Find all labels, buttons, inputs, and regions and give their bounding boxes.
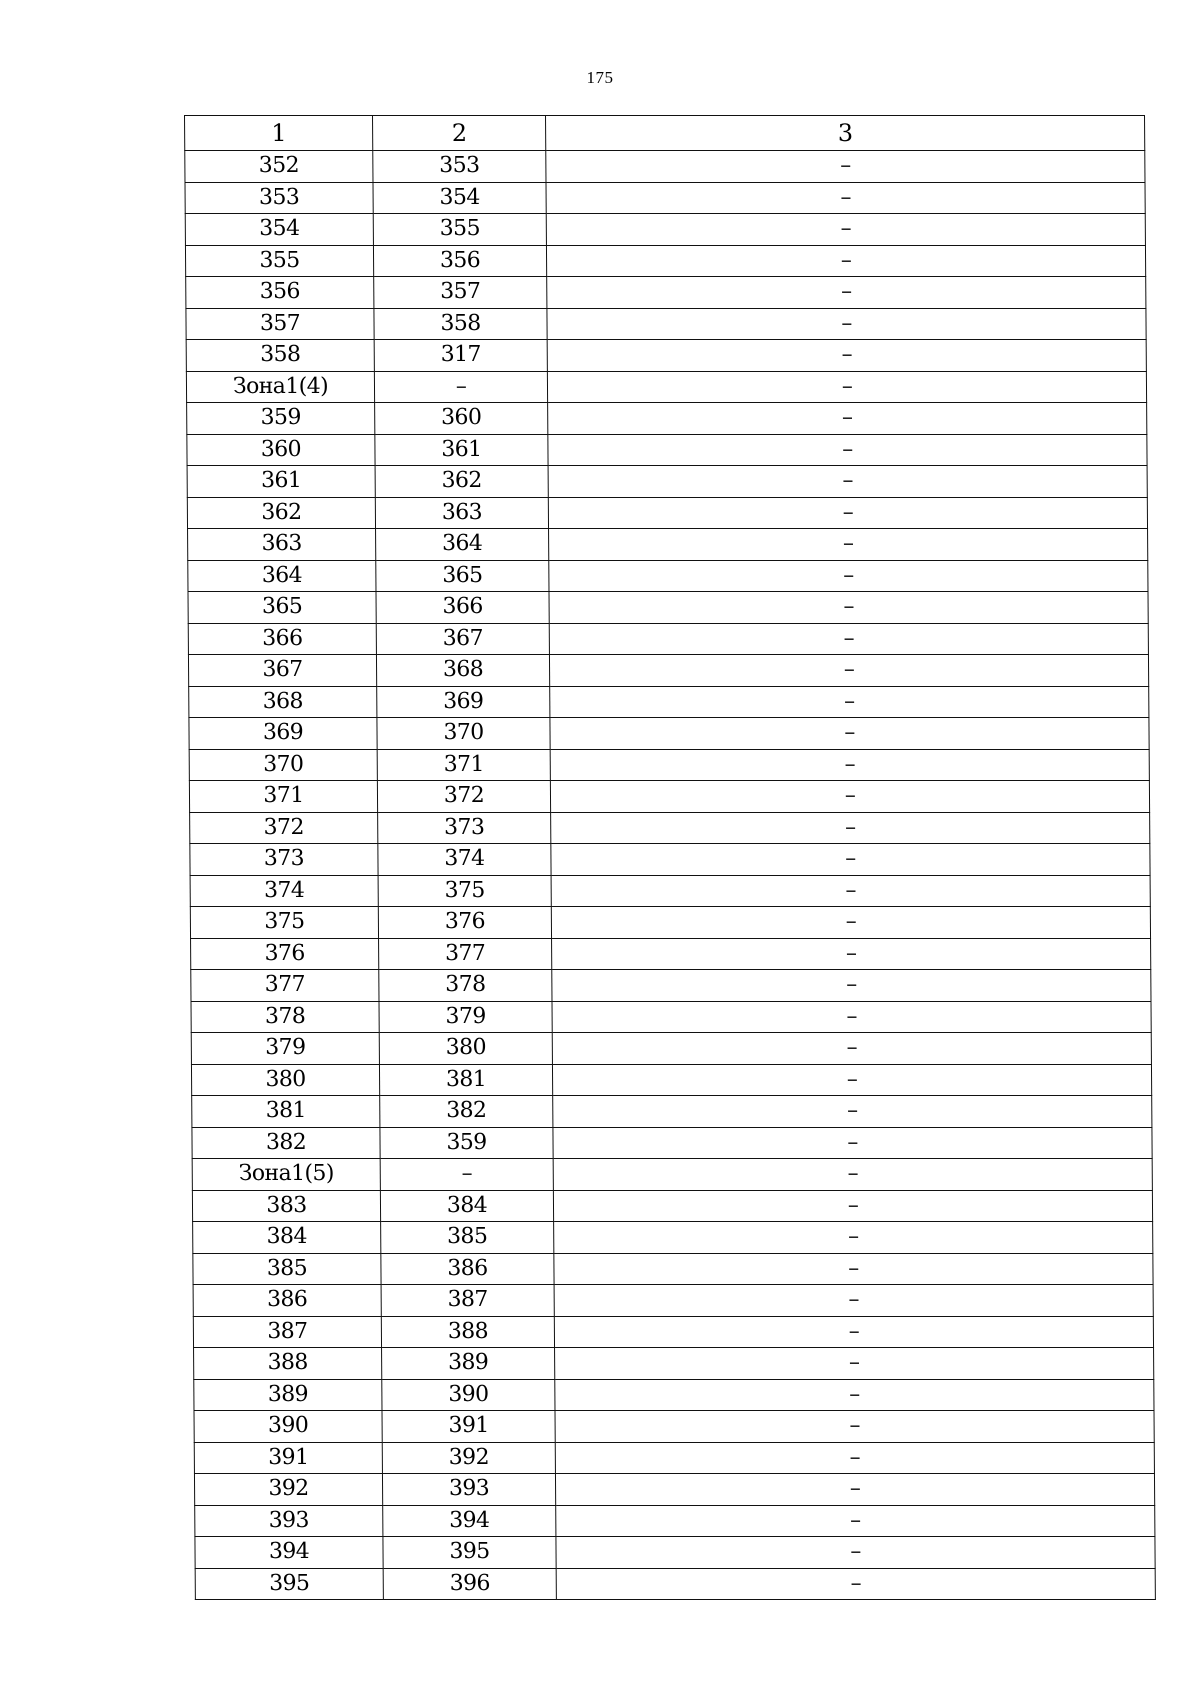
- table-cell-col-3: –: [553, 1127, 1152, 1159]
- table-row: [192, 1190, 1152, 1222]
- table-cell-col-3: –: [547, 340, 1146, 372]
- table-cell-col-3: –: [546, 151, 1145, 183]
- table-cell-col-2: 392: [382, 1442, 555, 1474]
- table-cell-col-3: –: [551, 812, 1150, 844]
- table-row: [185, 214, 1145, 246]
- table-cell-col-1: 390: [194, 1411, 382, 1443]
- table-cell-col-3: –: [550, 718, 1149, 750]
- table-cell-col-2: –: [374, 371, 547, 403]
- table-row: [194, 1379, 1154, 1411]
- table-row: [190, 875, 1150, 907]
- table-cell-col-3: –: [555, 1442, 1154, 1474]
- table-row: [194, 1442, 1154, 1474]
- table-body: [185, 151, 1156, 1600]
- table-cell-col-3: –: [551, 907, 1150, 939]
- table-cell-col-2: 362: [375, 466, 548, 498]
- table-cell-col-3: –: [546, 214, 1145, 246]
- table-row: [192, 1159, 1152, 1191]
- table-cell-col-2: 395: [383, 1537, 556, 1569]
- table-row: [185, 182, 1145, 214]
- table-cell-col-2: 372: [377, 781, 550, 813]
- table-cell-col-3: –: [555, 1411, 1154, 1443]
- table-cell-col-1: 375: [190, 907, 378, 939]
- table-cell-col-1: 389: [194, 1379, 382, 1411]
- table-cell-col-1: 394: [195, 1537, 383, 1569]
- table-cell-col-2: 389: [382, 1348, 555, 1380]
- table-cell-col-1: 358: [186, 340, 374, 372]
- table-cell-col-1: 382: [192, 1127, 380, 1159]
- table-cell-col-2: 391: [382, 1411, 555, 1443]
- table-cell-col-3: –: [549, 655, 1148, 687]
- table-cell-col-2: 390: [382, 1379, 555, 1411]
- table-cell-col-3: –: [553, 1190, 1152, 1222]
- table-row: [190, 812, 1150, 844]
- table-cell-col-1: 363: [188, 529, 376, 561]
- table-cell-col-3: –: [553, 1159, 1152, 1191]
- table-cell-col-1: 356: [186, 277, 374, 309]
- table-cell-col-3: –: [547, 308, 1146, 340]
- table-row: [185, 151, 1145, 183]
- table-row: [188, 560, 1148, 592]
- header-row: [185, 116, 1145, 151]
- table-cell-col-1: 359: [187, 403, 375, 435]
- table-cell-col-3: –: [555, 1474, 1154, 1506]
- page-number: 175: [586, 68, 614, 87]
- table-row: [188, 592, 1148, 624]
- table-cell-col-1: 386: [193, 1285, 381, 1317]
- table-cell-col-2: 371: [377, 749, 550, 781]
- table-row: [186, 308, 1146, 340]
- table-row: [194, 1348, 1154, 1380]
- table-row: [188, 623, 1148, 655]
- table-cell-col-3: –: [552, 1033, 1151, 1065]
- table-cell-col-3: –: [553, 1096, 1152, 1128]
- table-cell-col-2: 377: [379, 938, 552, 970]
- table-cell-col-1: 357: [186, 308, 374, 340]
- table-row: [194, 1411, 1154, 1443]
- table-cell-col-1: 385: [193, 1253, 381, 1285]
- data-table: [184, 115, 1156, 1600]
- table-cell-col-3: –: [548, 466, 1147, 498]
- table-cell-col-2: 380: [379, 1033, 552, 1065]
- table-cell-col-1: 367: [188, 655, 376, 687]
- table-cell-col-2: 369: [377, 686, 550, 718]
- table-cell-col-3: –: [549, 592, 1148, 624]
- table-row: [188, 655, 1148, 687]
- table-row: [187, 466, 1147, 498]
- table-cell-col-3: –: [555, 1348, 1154, 1380]
- table-cell-col-1: 378: [191, 1001, 379, 1033]
- table-row: [193, 1222, 1153, 1254]
- table-cell-col-2: 366: [376, 592, 549, 624]
- table-cell-col-2: 388: [381, 1316, 554, 1348]
- table-cell-col-1: 380: [191, 1064, 379, 1096]
- table-row: [195, 1505, 1155, 1537]
- table-cell-col-3: –: [549, 560, 1148, 592]
- table-cell-col-2: –: [380, 1159, 553, 1191]
- table-cell-col-2: 358: [374, 308, 547, 340]
- table-cell-col-3: –: [556, 1537, 1155, 1569]
- table-row: [185, 245, 1145, 277]
- table-cell-col-2: 393: [382, 1474, 555, 1506]
- table-cell-col-2: 364: [376, 529, 549, 561]
- table-row: [191, 938, 1151, 970]
- table-cell-col-1: 369: [189, 718, 377, 750]
- table-cell-col-3: –: [549, 623, 1148, 655]
- table-cell-col-1: 370: [189, 749, 377, 781]
- table-row: [192, 1096, 1152, 1128]
- table-cell-col-3: –: [555, 1379, 1154, 1411]
- table-cell-col-3: –: [554, 1253, 1153, 1285]
- table-row: [190, 907, 1150, 939]
- table-row: [195, 1568, 1155, 1600]
- table-row: [190, 844, 1150, 876]
- table-cell-col-1: 361: [187, 466, 375, 498]
- table-cell-col-2: 360: [375, 403, 548, 435]
- table-cell-col-1: 366: [188, 623, 376, 655]
- table-row: [189, 749, 1149, 781]
- table-cell-col-1: 376: [191, 938, 379, 970]
- table-cell-col-3: –: [554, 1285, 1153, 1317]
- table-cell-col-2: 355: [373, 214, 546, 246]
- table-cell-col-1: 372: [190, 812, 378, 844]
- table-cell-col-3: –: [548, 497, 1147, 529]
- table-cell-col-1: 354: [185, 214, 373, 246]
- table-cell-col-3: –: [552, 970, 1151, 1002]
- table-cell-col-1: 377: [191, 970, 379, 1002]
- table-cell-col-2: 385: [381, 1222, 554, 1254]
- table-cell-col-3: –: [548, 403, 1147, 435]
- table-cell-col-1: 387: [193, 1316, 381, 1348]
- table-cell-col-2: 376: [378, 907, 551, 939]
- table-cell-col-1: 353: [185, 182, 373, 214]
- table-cell-col-3: –: [550, 686, 1149, 718]
- table-cell-col-2: 381: [379, 1064, 552, 1096]
- table-row: [194, 1474, 1154, 1506]
- table-row: [189, 781, 1149, 813]
- table-cell-col-1: 352: [185, 151, 373, 183]
- table-row: [186, 371, 1146, 403]
- table-cell-col-2: 367: [376, 623, 549, 655]
- table-row: [186, 277, 1146, 309]
- table-row: [187, 434, 1147, 466]
- table-cell-col-2: 361: [375, 434, 548, 466]
- table-cell-col-1: 368: [189, 686, 377, 718]
- column-header-1: 1: [185, 116, 373, 151]
- table-row: [189, 686, 1149, 718]
- table-row: [193, 1316, 1153, 1348]
- table-cell-col-2: 353: [373, 151, 546, 183]
- table-cell-col-2: 384: [380, 1190, 553, 1222]
- table-cell-col-3: –: [551, 875, 1150, 907]
- table-row: [186, 340, 1146, 372]
- table-cell-col-1: 381: [192, 1096, 380, 1128]
- table-cell-col-2: 394: [383, 1505, 556, 1537]
- table-cell-col-3: –: [554, 1222, 1153, 1254]
- table-cell-col-2: 382: [380, 1096, 553, 1128]
- table-cell-col-2: 359: [380, 1127, 553, 1159]
- table-cell-col-3: –: [548, 434, 1147, 466]
- table-cell-col-1: 391: [194, 1442, 382, 1474]
- table-row: [193, 1253, 1153, 1285]
- table-row: [189, 718, 1149, 750]
- table-cell-col-1: 364: [188, 560, 376, 592]
- table-row: [192, 1127, 1152, 1159]
- table-row: [187, 403, 1147, 435]
- table-cell-col-3: –: [554, 1316, 1153, 1348]
- table-row: [188, 529, 1148, 561]
- table-cell-col-3: –: [552, 1064, 1151, 1096]
- table-cell-col-2: 368: [376, 655, 549, 687]
- table-cell-col-1: 365: [188, 592, 376, 624]
- table-row: [191, 1001, 1151, 1033]
- table-cell-col-2: 365: [376, 560, 549, 592]
- column-header-3: 3: [546, 116, 1145, 151]
- table-cell-col-1: 355: [185, 245, 373, 277]
- table-cell-col-3: –: [552, 938, 1151, 970]
- table-cell-col-2: 356: [373, 245, 546, 277]
- table-cell-col-2: 357: [374, 277, 547, 309]
- table-cell-col-1: Зона1(5): [192, 1159, 380, 1191]
- table-cell-col-1: 371: [189, 781, 377, 813]
- table-row: [187, 497, 1147, 529]
- table-cell-col-1: 384: [193, 1222, 381, 1254]
- table-cell-col-2: 387: [381, 1285, 554, 1317]
- table-cell-col-2: 396: [383, 1568, 556, 1600]
- table-cell-col-3: –: [550, 749, 1149, 781]
- table-cell-col-3: –: [552, 1001, 1151, 1033]
- table-cell-col-3: –: [546, 245, 1145, 277]
- table-cell-col-3: –: [556, 1505, 1155, 1537]
- table-cell-col-1: Зона1(4): [186, 371, 374, 403]
- table-cell-col-1: 374: [190, 875, 378, 907]
- table-cell-col-2: 379: [379, 1001, 552, 1033]
- table-row: [191, 970, 1151, 1002]
- table-cell-col-2: 374: [378, 844, 551, 876]
- table-cell-col-1: 383: [192, 1190, 380, 1222]
- table-cell-col-1: 362: [187, 497, 375, 529]
- table-cell-col-1: 388: [194, 1348, 382, 1380]
- table-cell-col-2: 386: [381, 1253, 554, 1285]
- table-cell-col-2: 375: [378, 875, 551, 907]
- table-cell-col-3: –: [547, 277, 1146, 309]
- table-cell-col-3: –: [547, 371, 1146, 403]
- table-cell-col-2: 354: [373, 182, 546, 214]
- table-cell-col-3: –: [550, 781, 1149, 813]
- table-row: [191, 1064, 1151, 1096]
- table-cell-col-3: –: [549, 529, 1148, 561]
- table-cell-col-2: 363: [375, 497, 548, 529]
- table-cell-col-1: 395: [195, 1568, 383, 1600]
- table-cell-col-1: 373: [190, 844, 378, 876]
- table-cell-col-2: 378: [379, 970, 552, 1002]
- table-cell-col-3: –: [551, 844, 1150, 876]
- table-cell-col-1: 360: [187, 434, 375, 466]
- table-cell-col-1: 379: [191, 1033, 379, 1065]
- table-cell-col-3: –: [546, 182, 1145, 214]
- table-cell-col-1: 392: [194, 1474, 382, 1506]
- table-row: [191, 1033, 1151, 1065]
- table-cell-col-3: –: [556, 1568, 1155, 1600]
- table-cell-col-2: 370: [377, 718, 550, 750]
- table-row: [193, 1285, 1153, 1317]
- table-cell-col-2: 317: [374, 340, 547, 372]
- table-row: [195, 1537, 1155, 1569]
- table-header: [185, 116, 1145, 151]
- column-header-2: 2: [373, 116, 546, 151]
- table-cell-col-2: 373: [378, 812, 551, 844]
- table-cell-col-1: 393: [195, 1505, 383, 1537]
